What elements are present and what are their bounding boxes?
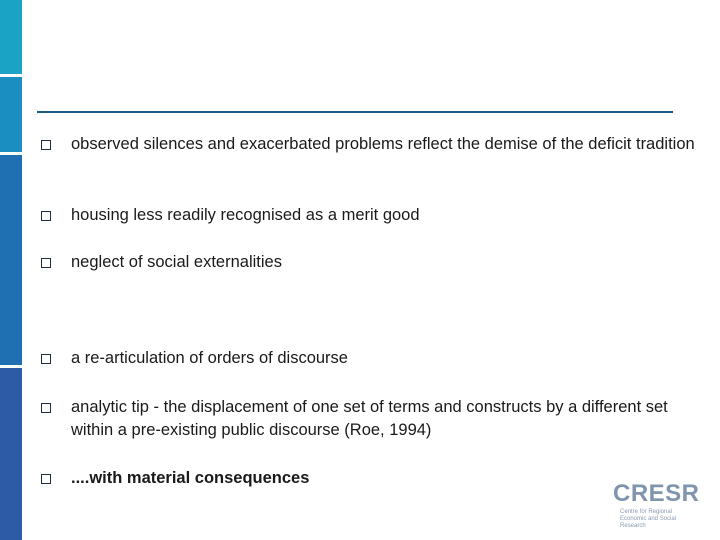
bullet-text: housing less readily recognised as a merit good — [71, 206, 420, 224]
square-bullet-icon — [41, 403, 51, 413]
sidebar-band — [0, 155, 22, 365]
square-bullet-icon — [41, 140, 51, 150]
logo-subtitle: Centre for Regional Economic and Social Research — [620, 509, 677, 529]
cresr-logo — [613, 480, 700, 530]
sidebar-band — [0, 368, 22, 540]
bullet-text: neglect of social externalities — [71, 253, 282, 271]
sidebar-stripe — [0, 0, 22, 540]
square-bullet-icon — [41, 211, 51, 221]
bullet-text: observed silences and exacerbated problems reflect the demise of the deficit tradition — [71, 135, 695, 153]
bullet-text: analytic tip - the displacement of one set of terms and constructs by a different set within a pre-existing public discourse (Roe, 1994) — [71, 398, 668, 439]
logo-wordmark: CRESR — [613, 480, 700, 507]
bullet-text: a re-articulation of orders of discourse — [71, 349, 348, 367]
bullet-text: ....with material consequences — [71, 469, 310, 487]
sidebar-band — [0, 0, 22, 74]
square-bullet-icon — [41, 354, 51, 364]
square-bullet-icon — [41, 474, 51, 484]
title-divider — [37, 111, 673, 113]
square-bullet-icon — [41, 258, 51, 268]
sidebar-band — [0, 77, 22, 152]
